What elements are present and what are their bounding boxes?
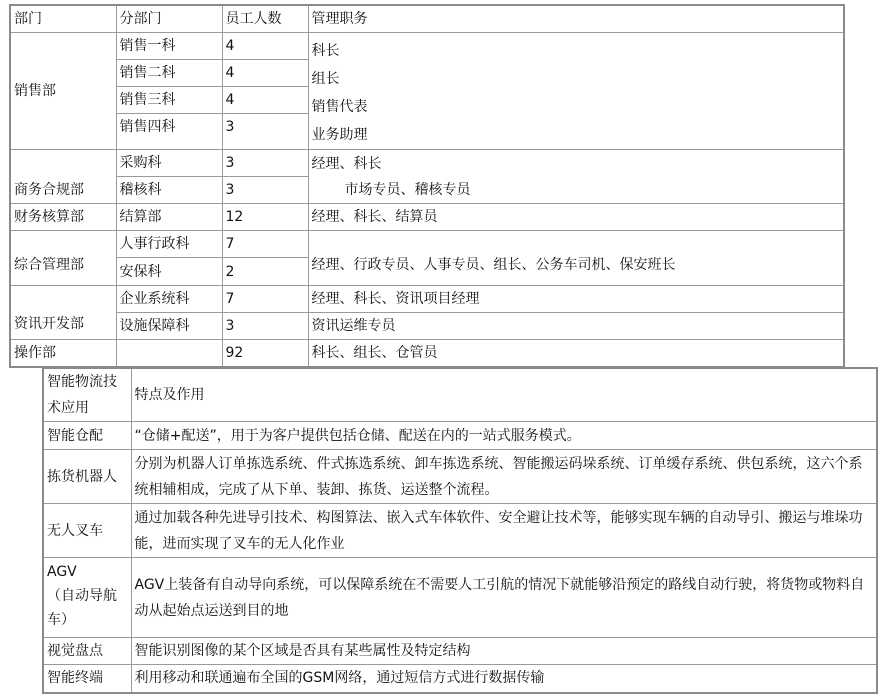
- tech-desc-cell: “仓储+配送”，用于为客户提供包括仓储、配送在内的一站式服务模式。: [131, 422, 877, 450]
- header-tech-name: 智能物流技术应用: [43, 368, 131, 422]
- sub-dept-cell: 安保科: [116, 258, 222, 286]
- duty-line: 销售代表: [311, 99, 368, 115]
- headcount-cell: 4: [222, 33, 308, 60]
- headcount-cell: 7: [222, 231, 308, 258]
- sub-dept-cell: 企业系统科: [116, 286, 222, 313]
- sub-dept-cell: [116, 340, 222, 368]
- table-row: [43, 422, 877, 450]
- sub-dept-cell: 销售三科: [116, 87, 222, 114]
- tech-desc-cell: AGV上装备有自动导向系统，可以保障系统在不需要人工引航的情况下就能够沿预定的路线自动行驶，将货物或物料自动从起始点运送到目的地: [131, 558, 877, 638]
- header-headcount: 员工人数: [222, 5, 308, 33]
- duties-cell: 经理、科长、结算员: [308, 204, 844, 231]
- header-duties: 管理职务: [308, 5, 844, 33]
- headcount-cell: 3: [222, 313, 308, 340]
- duties-cell: [308, 150, 844, 204]
- headcount-cell: 3: [222, 114, 308, 150]
- duties-cell: 科长、组长、仓管员: [308, 340, 844, 368]
- tech-desc-cell: 分别为机器人订单拣选系统、件式拣选系统、卸车拣选系统、智能搬运码垛系统、订单缓存系统、供包系统，这六个系统相辅相成，完成了从下单、装卸、拣货、运送整个流程。: [131, 450, 877, 504]
- headcount-cell: 92: [222, 340, 308, 368]
- headcount-cell: 2: [222, 258, 308, 286]
- table-row: [43, 450, 877, 504]
- tech-name-cell: 智能终端: [43, 665, 131, 693]
- duties-cell: [308, 33, 844, 150]
- duties-cell: 经理、行政专员、人事专员、组长、公务车司机、保安班长: [308, 231, 844, 286]
- table-row: [10, 33, 844, 60]
- sub-dept-cell: 销售二科: [116, 60, 222, 87]
- sub-dept-cell: 销售四科: [116, 114, 222, 150]
- sub-dept-cell: 采购科: [116, 150, 222, 177]
- tech-name-cell: [43, 558, 131, 638]
- duty-line: 经理、科长: [311, 155, 382, 172]
- sub-dept-cell: 稽核科: [116, 177, 222, 204]
- table-row: [43, 558, 877, 638]
- table-row: [43, 665, 877, 693]
- headcount-cell: 3: [222, 150, 308, 177]
- dept-cell: 综合管理部: [10, 231, 116, 286]
- table-row: [10, 150, 844, 177]
- duties-cell: 资讯运维专员: [308, 313, 844, 340]
- table-header-row: [43, 368, 877, 422]
- headcount-cell: 4: [222, 87, 308, 114]
- table-row: [43, 638, 877, 665]
- dept-cell: 资讯开发部: [10, 286, 116, 340]
- dept-cell: 商务合规部: [10, 150, 116, 204]
- header-tech-desc: 特点及作用: [131, 368, 877, 422]
- duty-line: 组长: [311, 71, 340, 87]
- table-row: [10, 313, 844, 340]
- duty-line: 市场专员、稽核专员: [344, 181, 471, 198]
- sub-dept-cell: 结算部: [116, 204, 222, 231]
- sub-dept-cell: 设施保障科: [116, 313, 222, 340]
- tech-name-line2: （自动导航车）: [47, 588, 117, 628]
- department-table: [9, 4, 845, 368]
- tech-desc-cell: 智能识别图像的某个区域是否具有某些属性及特定结构: [131, 638, 877, 665]
- header-dept: 部门: [10, 5, 116, 33]
- duty-line: 科长: [311, 43, 340, 59]
- table-row: [10, 340, 844, 368]
- tech-name-cell: 视觉盘点: [43, 638, 131, 665]
- table-row: [10, 204, 844, 231]
- tech-name-cell: 无人叉车: [43, 504, 131, 558]
- dept-cell: 财务核算部: [10, 204, 116, 231]
- dept-cell: 操作部: [10, 340, 116, 368]
- table-row: [10, 286, 844, 313]
- duties-cell: 经理、科长、资讯项目经理: [308, 286, 844, 313]
- headcount-cell: 12: [222, 204, 308, 231]
- table-row: [43, 504, 877, 558]
- tech-desc-cell: 通过加载各种先进导引技术、构图算法、嵌入式车体软件、安全避让技术等，能够实现车辆的自动导引、搬运与堆垛功能，进而实现了叉车的无人化作业: [131, 504, 877, 558]
- tech-name-cell: 智能仓配: [43, 422, 131, 450]
- headcount-cell: 3: [222, 177, 308, 204]
- headcount-cell: 7: [222, 286, 308, 313]
- sub-dept-cell: 销售一科: [116, 33, 222, 60]
- header-sub-dept: 分部门: [116, 5, 222, 33]
- headcount-cell: 4: [222, 60, 308, 87]
- table-row: [10, 231, 844, 258]
- sub-dept-cell: 人事行政科: [116, 231, 222, 258]
- table-header-row: [10, 5, 844, 33]
- tech-name-cell: 拣货机器人: [43, 450, 131, 504]
- duty-line: 业务助理: [311, 127, 368, 143]
- dept-cell: 销售部: [10, 33, 116, 150]
- tech-name-line1: AGV: [47, 564, 77, 580]
- logistics-tech-table: [42, 367, 878, 694]
- tech-desc-cell: 利用移动和联通遍布全国的GSM网络，通过短信方式进行数据传输: [131, 665, 877, 693]
